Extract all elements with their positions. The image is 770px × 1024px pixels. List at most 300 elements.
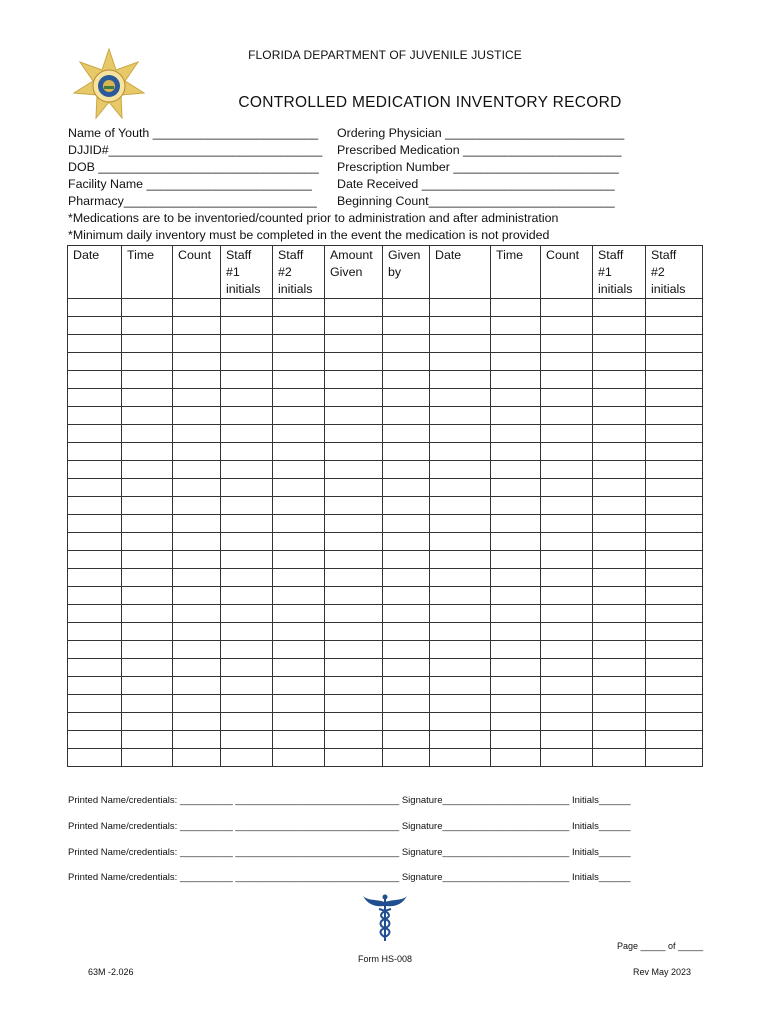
table-cell[interactable] — [221, 353, 273, 371]
table-cell[interactable] — [491, 497, 541, 515]
table-cell[interactable] — [221, 749, 273, 767]
table-cell[interactable] — [325, 677, 383, 695]
table-cell[interactable] — [646, 407, 703, 425]
table-cell[interactable] — [646, 497, 703, 515]
table-cell[interactable] — [325, 515, 383, 533]
table-cell[interactable] — [221, 299, 273, 317]
table-cell[interactable] — [68, 677, 122, 695]
table-cell[interactable] — [122, 317, 173, 335]
table-cell[interactable] — [383, 569, 430, 587]
table-cell[interactable] — [383, 605, 430, 623]
table-cell[interactable] — [273, 317, 325, 335]
field-date-received[interactable]: Date Received ____________________________ — [337, 177, 615, 191]
table-cell[interactable] — [221, 371, 273, 389]
table-cell[interactable] — [68, 641, 122, 659]
table-cell[interactable] — [273, 713, 325, 731]
table-cell[interactable] — [221, 677, 273, 695]
table-cell[interactable] — [593, 371, 646, 389]
table-cell[interactable] — [221, 623, 273, 641]
table-cell[interactable] — [173, 731, 221, 749]
table-cell[interactable] — [173, 497, 221, 515]
table-cell[interactable] — [646, 677, 703, 695]
table-cell[interactable] — [593, 551, 646, 569]
table-cell[interactable] — [430, 515, 491, 533]
table-cell[interactable] — [491, 407, 541, 425]
table-cell[interactable] — [68, 551, 122, 569]
table-cell[interactable] — [541, 533, 593, 551]
table-cell[interactable] — [325, 497, 383, 515]
table-cell[interactable] — [122, 569, 173, 587]
table-cell[interactable] — [68, 497, 122, 515]
table-cell[interactable] — [173, 461, 221, 479]
table-cell[interactable] — [541, 551, 593, 569]
table-cell[interactable] — [383, 299, 430, 317]
table-cell[interactable] — [593, 677, 646, 695]
table-cell[interactable] — [646, 659, 703, 677]
table-cell[interactable] — [273, 695, 325, 713]
table-cell[interactable] — [122, 299, 173, 317]
table-cell[interactable] — [430, 461, 491, 479]
table-cell[interactable] — [646, 371, 703, 389]
table-cell[interactable] — [68, 731, 122, 749]
table-cell[interactable] — [646, 389, 703, 407]
table-cell[interactable] — [221, 443, 273, 461]
table-cell[interactable] — [173, 623, 221, 641]
table-cell[interactable] — [173, 299, 221, 317]
table-cell[interactable] — [68, 299, 122, 317]
table-cell[interactable] — [221, 713, 273, 731]
table-cell[interactable] — [593, 695, 646, 713]
table-cell[interactable] — [541, 389, 593, 407]
table-cell[interactable] — [430, 299, 491, 317]
table-cell[interactable] — [541, 731, 593, 749]
table-cell[interactable] — [68, 425, 122, 443]
table-cell[interactable] — [273, 371, 325, 389]
table-cell[interactable] — [593, 389, 646, 407]
table-cell[interactable] — [325, 749, 383, 767]
table-cell[interactable] — [221, 317, 273, 335]
table-cell[interactable] — [491, 335, 541, 353]
table-cell[interactable] — [646, 335, 703, 353]
table-cell[interactable] — [273, 605, 325, 623]
table-cell[interactable] — [383, 497, 430, 515]
table-cell[interactable] — [68, 533, 122, 551]
table-cell[interactable] — [646, 443, 703, 461]
table-cell[interactable] — [68, 461, 122, 479]
table-cell[interactable] — [541, 623, 593, 641]
signature-line-2[interactable]: Printed Name/credentials: __________ _______________________________ Signature________________________ Initials______ — [68, 821, 631, 832]
table-cell[interactable] — [491, 461, 541, 479]
table-cell[interactable] — [122, 371, 173, 389]
table-cell[interactable] — [122, 461, 173, 479]
table-cell[interactable] — [221, 659, 273, 677]
table-cell[interactable] — [430, 749, 491, 767]
table-cell[interactable] — [122, 425, 173, 443]
table-cell[interactable] — [541, 605, 593, 623]
table-cell[interactable] — [430, 371, 491, 389]
table-cell[interactable] — [173, 587, 221, 605]
table-cell[interactable] — [325, 425, 383, 443]
table-cell[interactable] — [325, 623, 383, 641]
table-cell[interactable] — [430, 353, 491, 371]
table-cell[interactable] — [646, 713, 703, 731]
table-cell[interactable] — [221, 461, 273, 479]
table-cell[interactable] — [68, 443, 122, 461]
table-cell[interactable] — [122, 389, 173, 407]
table-cell[interactable] — [122, 587, 173, 605]
table-cell[interactable] — [383, 533, 430, 551]
field-dob[interactable]: DOB ________________________________ — [68, 160, 319, 174]
table-cell[interactable] — [491, 659, 541, 677]
table-cell[interactable] — [593, 641, 646, 659]
table-cell[interactable] — [430, 317, 491, 335]
field-djjid[interactable]: DJJID#_______________________________ — [68, 143, 323, 157]
table-cell[interactable] — [221, 533, 273, 551]
table-cell[interactable] — [593, 587, 646, 605]
table-cell[interactable] — [173, 371, 221, 389]
table-cell[interactable] — [491, 479, 541, 497]
table-cell[interactable] — [541, 335, 593, 353]
table-cell[interactable] — [325, 713, 383, 731]
table-cell[interactable] — [491, 623, 541, 641]
field-prescription-number[interactable]: Prescription Number ________________________ — [337, 160, 619, 174]
table-cell[interactable] — [122, 407, 173, 425]
table-cell[interactable] — [221, 497, 273, 515]
table-cell[interactable] — [221, 335, 273, 353]
table-cell[interactable] — [541, 569, 593, 587]
table-cell[interactable] — [325, 587, 383, 605]
table-cell[interactable] — [541, 641, 593, 659]
table-cell[interactable] — [646, 569, 703, 587]
table-cell[interactable] — [173, 677, 221, 695]
table-cell[interactable] — [383, 443, 430, 461]
field-pharmacy[interactable]: Pharmacy____________________________ — [68, 194, 317, 208]
table-cell[interactable] — [593, 461, 646, 479]
table-cell[interactable] — [325, 461, 383, 479]
table-cell[interactable] — [541, 353, 593, 371]
table-cell[interactable] — [221, 569, 273, 587]
table-cell[interactable] — [122, 713, 173, 731]
table-cell[interactable] — [68, 587, 122, 605]
table-cell[interactable] — [491, 389, 541, 407]
table-cell[interactable] — [383, 389, 430, 407]
table-cell[interactable] — [325, 389, 383, 407]
table-cell[interactable] — [325, 695, 383, 713]
table-cell[interactable] — [122, 443, 173, 461]
table-cell[interactable] — [541, 443, 593, 461]
table-cell[interactable] — [68, 659, 122, 677]
table-cell[interactable] — [273, 533, 325, 551]
table-cell[interactable] — [173, 389, 221, 407]
table-cell[interactable] — [383, 515, 430, 533]
table-cell[interactable] — [491, 695, 541, 713]
table-cell[interactable] — [325, 407, 383, 425]
table-cell[interactable] — [491, 713, 541, 731]
table-cell[interactable] — [430, 497, 491, 515]
table-cell[interactable] — [273, 335, 325, 353]
table-cell[interactable] — [383, 749, 430, 767]
table-cell[interactable] — [273, 659, 325, 677]
table-cell[interactable] — [221, 425, 273, 443]
table-cell[interactable] — [325, 731, 383, 749]
table-cell[interactable] — [593, 353, 646, 371]
table-cell[interactable] — [430, 479, 491, 497]
table-cell[interactable] — [273, 677, 325, 695]
table-cell[interactable] — [68, 479, 122, 497]
table-cell[interactable] — [122, 749, 173, 767]
table-cell[interactable] — [383, 587, 430, 605]
table-cell[interactable] — [221, 641, 273, 659]
table-cell[interactable] — [593, 407, 646, 425]
table-cell[interactable] — [430, 533, 491, 551]
table-cell[interactable] — [173, 443, 221, 461]
signature-line-4[interactable]: Printed Name/credentials: __________ _______________________________ Signature________________________ Initials______ — [68, 872, 631, 883]
table-cell[interactable] — [68, 695, 122, 713]
table-cell[interactable] — [430, 677, 491, 695]
table-cell[interactable] — [491, 641, 541, 659]
table-cell[interactable] — [273, 479, 325, 497]
table-cell[interactable] — [491, 677, 541, 695]
table-cell[interactable] — [430, 425, 491, 443]
table-cell[interactable] — [325, 479, 383, 497]
table-cell[interactable] — [646, 299, 703, 317]
table-cell[interactable] — [173, 659, 221, 677]
table-cell[interactable] — [541, 677, 593, 695]
table-cell[interactable] — [430, 569, 491, 587]
table-cell[interactable] — [646, 641, 703, 659]
table-cell[interactable] — [122, 605, 173, 623]
table-cell[interactable] — [593, 515, 646, 533]
table-cell[interactable] — [68, 623, 122, 641]
table-cell[interactable] — [541, 659, 593, 677]
table-cell[interactable] — [325, 299, 383, 317]
table-cell[interactable] — [273, 515, 325, 533]
table-cell[interactable] — [122, 533, 173, 551]
table-cell[interactable] — [68, 749, 122, 767]
table-cell[interactable] — [491, 299, 541, 317]
table-cell[interactable] — [122, 335, 173, 353]
table-cell[interactable] — [430, 551, 491, 569]
table-cell[interactable] — [593, 317, 646, 335]
table-cell[interactable] — [593, 335, 646, 353]
table-cell[interactable] — [646, 749, 703, 767]
table-cell[interactable] — [593, 731, 646, 749]
table-cell[interactable] — [646, 695, 703, 713]
field-prescribed-medication[interactable]: Prescribed Medication _______________________ — [337, 143, 622, 157]
table-cell[interactable] — [173, 569, 221, 587]
table-cell[interactable] — [173, 713, 221, 731]
table-cell[interactable] — [491, 731, 541, 749]
table-cell[interactable] — [383, 371, 430, 389]
table-cell[interactable] — [325, 317, 383, 335]
table-cell[interactable] — [430, 695, 491, 713]
table-cell[interactable] — [325, 371, 383, 389]
table-cell[interactable] — [221, 551, 273, 569]
table-cell[interactable] — [221, 605, 273, 623]
table-cell[interactable] — [491, 569, 541, 587]
table-cell[interactable] — [221, 587, 273, 605]
table-cell[interactable] — [173, 605, 221, 623]
table-cell[interactable] — [383, 335, 430, 353]
table-cell[interactable] — [593, 569, 646, 587]
table-cell[interactable] — [325, 641, 383, 659]
table-cell[interactable] — [593, 497, 646, 515]
table-cell[interactable] — [430, 587, 491, 605]
table-cell[interactable] — [173, 515, 221, 533]
table-cell[interactable] — [325, 335, 383, 353]
table-cell[interactable] — [430, 659, 491, 677]
table-cell[interactable] — [68, 605, 122, 623]
table-cell[interactable] — [273, 389, 325, 407]
table-cell[interactable] — [325, 659, 383, 677]
table-cell[interactable] — [383, 731, 430, 749]
table-cell[interactable] — [273, 641, 325, 659]
field-ordering-physician[interactable]: Ordering Physician __________________________ — [337, 126, 625, 140]
table-cell[interactable] — [122, 731, 173, 749]
table-cell[interactable] — [430, 335, 491, 353]
table-cell[interactable] — [430, 731, 491, 749]
table-cell[interactable] — [491, 371, 541, 389]
table-cell[interactable] — [273, 551, 325, 569]
table-cell[interactable] — [221, 515, 273, 533]
table-cell[interactable] — [383, 677, 430, 695]
table-cell[interactable] — [430, 605, 491, 623]
table-cell[interactable] — [221, 479, 273, 497]
table-cell[interactable] — [541, 515, 593, 533]
table-cell[interactable] — [383, 425, 430, 443]
table-cell[interactable] — [383, 317, 430, 335]
table-cell[interactable] — [68, 389, 122, 407]
table-cell[interactable] — [646, 317, 703, 335]
table-cell[interactable] — [68, 335, 122, 353]
table-cell[interactable] — [491, 425, 541, 443]
table-cell[interactable] — [491, 587, 541, 605]
table-cell[interactable] — [122, 659, 173, 677]
table-cell[interactable] — [430, 641, 491, 659]
table-cell[interactable] — [430, 389, 491, 407]
table-cell[interactable] — [593, 425, 646, 443]
table-cell[interactable] — [491, 353, 541, 371]
table-cell[interactable] — [383, 641, 430, 659]
table-cell[interactable] — [273, 407, 325, 425]
table-cell[interactable] — [221, 695, 273, 713]
table-cell[interactable] — [173, 353, 221, 371]
table-cell[interactable] — [646, 533, 703, 551]
field-facility-name[interactable]: Facility Name ________________________ — [68, 177, 312, 191]
table-cell[interactable] — [122, 695, 173, 713]
table-cell[interactable] — [68, 515, 122, 533]
table-cell[interactable] — [383, 407, 430, 425]
table-cell[interactable] — [541, 461, 593, 479]
table-cell[interactable] — [221, 731, 273, 749]
table-cell[interactable] — [383, 659, 430, 677]
table-cell[interactable] — [491, 515, 541, 533]
table-cell[interactable] — [541, 371, 593, 389]
table-cell[interactable] — [430, 443, 491, 461]
table-cell[interactable] — [383, 479, 430, 497]
field-name-of-youth[interactable]: Name of Youth ________________________ — [68, 126, 319, 140]
table-cell[interactable] — [68, 317, 122, 335]
table-cell[interactable] — [173, 533, 221, 551]
table-cell[interactable] — [491, 605, 541, 623]
table-cell[interactable] — [646, 731, 703, 749]
table-cell[interactable] — [541, 299, 593, 317]
table-cell[interactable] — [122, 479, 173, 497]
table-cell[interactable] — [68, 371, 122, 389]
field-beginning-count[interactable]: Beginning Count___________________________ — [337, 194, 615, 208]
table-cell[interactable] — [430, 623, 491, 641]
table-cell[interactable] — [383, 551, 430, 569]
table-cell[interactable] — [325, 533, 383, 551]
table-cell[interactable] — [593, 713, 646, 731]
table-cell[interactable] — [325, 353, 383, 371]
table-cell[interactable] — [173, 425, 221, 443]
table-cell[interactable] — [541, 425, 593, 443]
table-cell[interactable] — [273, 425, 325, 443]
table-cell[interactable] — [122, 497, 173, 515]
page-number-field[interactable]: Page _____ of _____ — [617, 941, 704, 951]
table-cell[interactable] — [541, 317, 593, 335]
table-cell[interactable] — [646, 623, 703, 641]
table-cell[interactable] — [173, 551, 221, 569]
table-cell[interactable] — [122, 677, 173, 695]
table-cell[interactable] — [383, 623, 430, 641]
table-cell[interactable] — [491, 443, 541, 461]
table-cell[interactable] — [541, 479, 593, 497]
table-cell[interactable] — [221, 407, 273, 425]
table-cell[interactable] — [593, 659, 646, 677]
table-cell[interactable] — [173, 335, 221, 353]
table-cell[interactable] — [325, 605, 383, 623]
table-cell[interactable] — [646, 425, 703, 443]
table-cell[interactable] — [173, 749, 221, 767]
table-cell[interactable] — [593, 623, 646, 641]
table-cell[interactable] — [491, 533, 541, 551]
table-cell[interactable] — [383, 713, 430, 731]
table-cell[interactable] — [68, 569, 122, 587]
table-cell[interactable] — [68, 353, 122, 371]
table-cell[interactable] — [383, 461, 430, 479]
table-cell[interactable] — [173, 479, 221, 497]
table-cell[interactable] — [430, 407, 491, 425]
table-cell[interactable] — [122, 641, 173, 659]
table-cell[interactable] — [541, 695, 593, 713]
table-cell[interactable] — [491, 749, 541, 767]
table-cell[interactable] — [221, 389, 273, 407]
table-cell[interactable] — [646, 479, 703, 497]
table-cell[interactable] — [273, 623, 325, 641]
table-cell[interactable] — [325, 551, 383, 569]
table-cell[interactable] — [325, 569, 383, 587]
table-cell[interactable] — [122, 515, 173, 533]
table-cell[interactable] — [541, 587, 593, 605]
table-cell[interactable] — [122, 623, 173, 641]
table-cell[interactable] — [593, 533, 646, 551]
table-cell[interactable] — [173, 407, 221, 425]
table-cell[interactable] — [273, 299, 325, 317]
table-cell[interactable] — [491, 551, 541, 569]
table-cell[interactable] — [541, 749, 593, 767]
table-cell[interactable] — [68, 407, 122, 425]
table-cell[interactable] — [593, 299, 646, 317]
table-cell[interactable] — [541, 713, 593, 731]
table-cell[interactable] — [593, 605, 646, 623]
table-cell[interactable] — [273, 353, 325, 371]
table-cell[interactable] — [122, 551, 173, 569]
table-cell[interactable] — [593, 479, 646, 497]
table-cell[interactable] — [383, 353, 430, 371]
table-cell[interactable] — [646, 515, 703, 533]
